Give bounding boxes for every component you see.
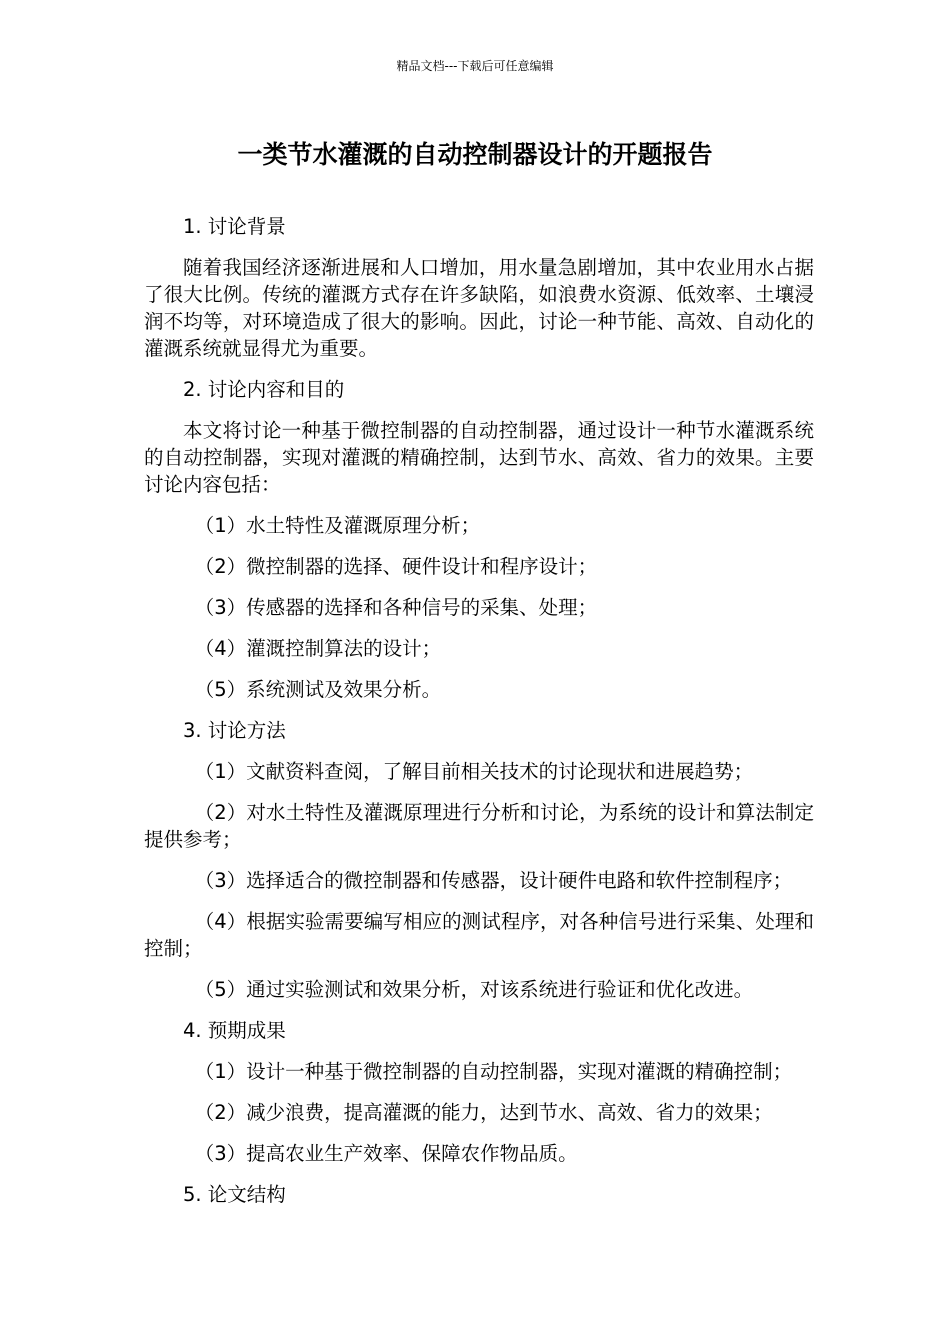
method-item: （4）根据实验需要编写相应的测试程序，对各种信号进行采集、处理和控制；	[144, 910, 814, 960]
section-heading-background: 1. 讨论背景	[183, 215, 286, 238]
result-item: （1）设计一种基于微控制器的自动控制器，实现对灌溉的精确控制；	[194, 1060, 793, 1083]
section-heading-method: 3. 讨论方法	[183, 719, 286, 742]
content-item: （3）传感器的选择和各种信号的采集、处理；	[194, 596, 598, 619]
section-heading-structure: 5. 论文结构	[183, 1183, 286, 1206]
method-item: （1）文献资料查阅，了解目前相关技术的讨论现状和进展趋势；	[194, 760, 754, 783]
content-item: （5）系统测试及效果分析。	[194, 678, 442, 701]
document-title: 一类节水灌溉的自动控制器设计的开题报告	[237, 140, 713, 169]
section-paragraph-content: 本文将讨论一种基于微控制器的自动控制器，通过设计一种节水灌溉系统的自动控制器，实现对灌溉的精确控制，达到节水、高效、省力的效果。主要讨论内容包括：	[144, 419, 814, 496]
section-heading-content: 2. 讨论内容和目的	[183, 378, 345, 401]
content-item: （1）水土特性及灌溉原理分析；	[194, 514, 481, 537]
method-item: （2）对水土特性及灌溉原理进行分析和讨论，为系统的设计和算法制定提供参考；	[144, 801, 814, 851]
method-item: （3）选择适合的微控制器和传感器，设计硬件电路和软件控制程序；	[194, 869, 793, 892]
result-item: （3）提高农业生产效率、保障农作物品质。	[194, 1142, 578, 1165]
content-item: （2）微控制器的选择、硬件设计和程序设计；	[194, 555, 598, 578]
header-note: 精品文档---下载后可任意编辑	[396, 59, 554, 73]
document-body	[144, 213, 814, 1222]
result-item: （2）减少浪费，提高灌溉的能力，达到节水、高效、省力的效果；	[194, 1101, 773, 1124]
section-heading-results: 4. 预期成果	[183, 1019, 286, 1042]
content-item: （4）灌溉控制算法的设计；	[194, 637, 442, 660]
method-item: （5）通过实验测试和效果分析，对该系统进行验证和优化改进。	[194, 978, 754, 1001]
section-paragraph-background: 随着我国经济逐渐进展和人口增加，用水量急剧增加，其中农业用水占据了很大比例。传统的灌溉方式存在许多缺陷，如浪费水资源、低效率、土壤浸润不均等，对环境造成了很大的影响。因此，讨论一种节能、高效、自动化的灌溉系统就显得尤为重要。	[144, 256, 814, 360]
